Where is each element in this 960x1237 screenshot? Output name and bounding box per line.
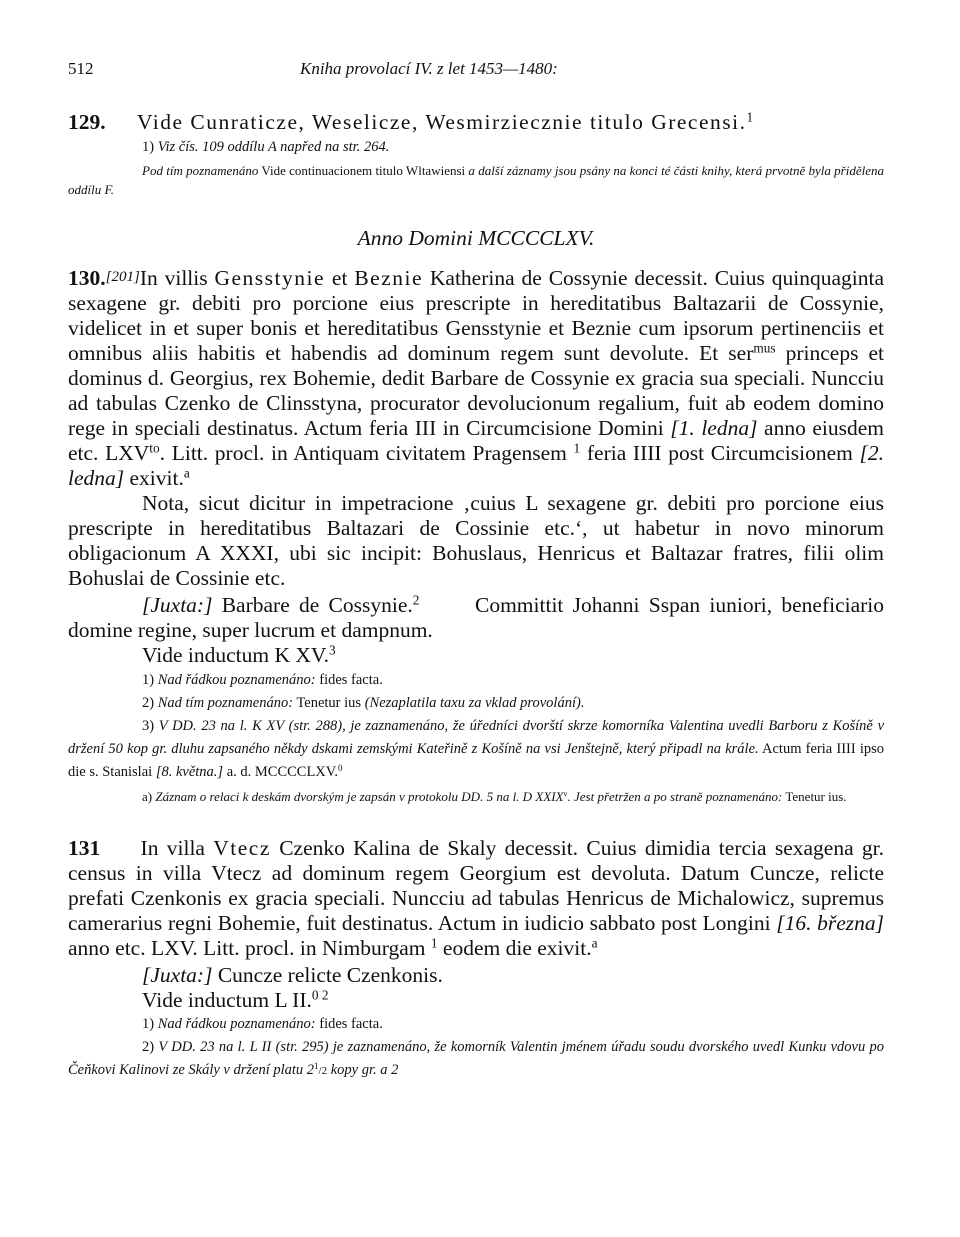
- vide-line: Vide inductum K XV.$^3$: [142, 642, 336, 667]
- entry-131: [68, 836, 884, 1083]
- entry-number: 131: [68, 836, 101, 860]
- entry-number: 129.: [68, 110, 106, 134]
- entry-text: Vide Cunraticze, Weselicze, Wesmirziecznie titulo Grecensi.: [137, 110, 747, 134]
- juxta-line: [Juxta:] Barbare de Cossynie.$^2$ Committit Johanni Sspan iuniori, beneficiario domine regine, super lucrum et dampnum.: [68, 592, 885, 642]
- entry-text: 130.[201]In villis Gensstynie et Beznie Katherina de Cossynie decessit. Cuius quinquaginta sexagene gr. debiti pro porcione eius prescripte in hereditatibus Baltazarii de Cossynie, videlicet in et super bonis et hereditatibus Gensstynie et Beznie cum ipsorum pertinenciis et omnibus aliis habitis et habendis ad dominum regem sunt devolute. Et ser$^{mus}$ princeps et dominus d. Georgius, rex Bohemie, dedit Barbare de Cossynie ex gracia sua speciali. Nuncciu ad tabulas Czenko de Clinsstyna, procurator devolucionum regalium, fuit ab eodem domino rege in speciali destinatus. Actum feria III in Circumcisione Domini [1. ledna] anno eiusdem etc. $LXV^{to}$. Litt. procl. in Antiquam civitatem Pragensem $^1$ feria IIII post Circumcisionem [2. ledna] exivit.$^a$: [68, 266, 885, 490]
- page-number: 512: [68, 59, 94, 78]
- entry-130: [68, 265, 884, 806]
- footnote: a) Záznam o relaci k deskám dvorským je zapsán v protokolu DD. 5 na l. D XXIX$^v$. Jest přetržen a po straně poznamenáno: Tenetur ius.: [142, 789, 847, 804]
- footnote: 1) Nad řádkou poznamenáno: fides facta.: [142, 672, 383, 688]
- footnote-ref: 1: [746, 109, 754, 125]
- document-page: [68, 58, 884, 1083]
- footnote: 1) Viz čís. 109 oddílu A napřed na str. 264.: [142, 139, 390, 155]
- year-heading: Anno Domini MCCCCLXV.: [357, 226, 595, 250]
- entry-text: 131 In villa Vtecz Czenko Kalina de Skaly decessit. Cuius dimidia tercia sexagena gr. census in villa Vtecz ad dominum regem Georgium est devoluta. Datum Cuncze, relicte prefati Czenkonis ex gracia speciali. Nuncciu ad tabulas Henricus de Michalowicz, supremus camerarius regni Bohemie, fuit destinatus. Actum in iudicio sabbato post Longini [16. března] anno etc. LXV. Litt. procl. in Nimburgam $^1$ eodem die exivit.$^a$: [68, 836, 885, 960]
- folio-mark: [201]: [105, 269, 140, 285]
- running-title: Kniha provolací IV. z let 1453—1480:: [300, 59, 558, 78]
- footnote: 2) Nad tím poznamenáno: Tenetur ius (Nezaplatila taxu za vklad provolání).: [142, 695, 585, 711]
- footnote: 2) V DD. 23 na l. L II (str. 295) je zaznamenáno, že komorník Valentin jménem úřadu soudu dvorského uvedl Kunku vdovu po Čeňkovi Kalinovi ze Skály v držení platu $2^1/2$ kopy gr. a 2: [68, 1039, 884, 1078]
- footnote: 1) Nad řádkou poznamenáno: fides facta.: [142, 1016, 383, 1032]
- entry-129: [68, 110, 884, 199]
- vide-line: Vide inductum L II.$^{0 2}$: [142, 987, 329, 1012]
- footnote: 3) V DD. 23 na l. K XV (str. 288), je zaznamenáno, že úředníci dvorští skrze komorníka Valentina uvedli Barboru z Košíně v držení 50 kop gr. dluhu zapsaného někdy dskami zemskými Kateřině z Košíně na vsi Jenštejně, který připadl na krále. Actum feria IIII ipso die s. Stanislai [8. května.] a. d. MCCCCLXV.$^0$: [68, 718, 885, 780]
- editorial-note: Pod tím poznamenáno Vide continuacionem titulo Wltawiensi a další záznamy jsou psány na konci té části knihy, která prvotně byla přidělena oddílu F.: [68, 163, 884, 197]
- entry-number: 130.: [68, 266, 106, 290]
- juxta-line: [Juxta:] Cuncze relicte Czenkonis.: [142, 963, 443, 987]
- page-header: [68, 58, 884, 80]
- nota-paragraph: Nota, sicut dicitur in impetracione ‚cuius L sexagene gr. debiti pro porcione eius prescripte in hereditatibus Baltazari de Cossinie etc.‘, ut habetur in novo minorum obligacionum A XXXI, ubi sic incipit: Bohuslaus, Henricus et Baltazar fratres, filii olim Bohuslai de Cossinie etc.: [68, 491, 884, 590]
